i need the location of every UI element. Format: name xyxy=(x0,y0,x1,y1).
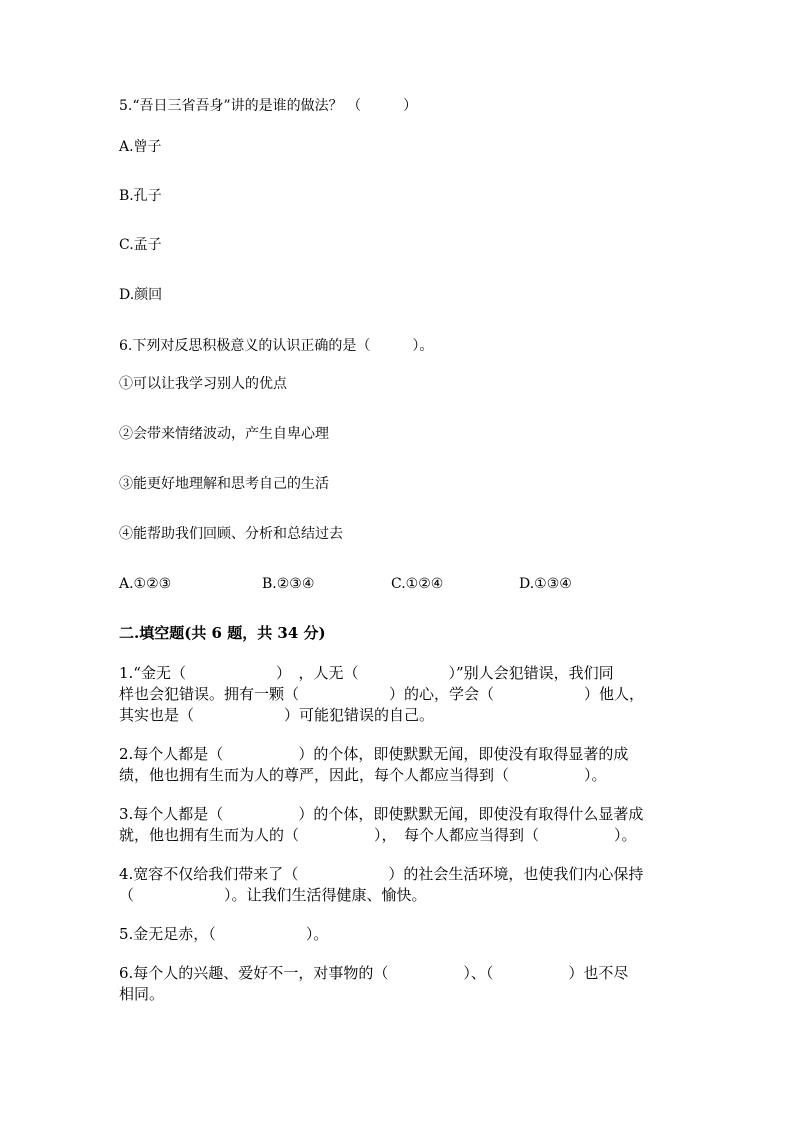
question-6-option-c: C.①②④ xyxy=(391,576,444,592)
question-6-item-1: ①可以让我学习别人的优点 xyxy=(119,376,287,392)
question-5-option-b: B.孔子 xyxy=(119,188,162,204)
fill-item-2-line-2: 绩，他也拥有生而为人的尊严，因此，每个人都应当得到（ ）。 xyxy=(119,766,607,784)
fill-item-1-line-1: 1.“金无（ ） ，人无（ ）”别人会犯错误，我们同 xyxy=(119,664,614,682)
section-heading: 二.填空题(共 6 题，共 34 分) xyxy=(119,624,326,642)
question-5-option-d: D.颜回 xyxy=(119,287,163,303)
question-6-stem: 6.下列对反思积极意义的认识正确的是（ ）。 xyxy=(119,338,434,354)
fill-item-3-line-1: 3.每个人都是（ ）的个体，即使默默无闻，即使没有取得什么显著成 xyxy=(119,805,644,823)
question-5-option-c: C.孟子 xyxy=(119,237,162,253)
fill-item-3-line-2: 就，他也拥有生而为人的（ ）， 每个人都应当得到（ ）。 xyxy=(119,826,637,844)
fill-item-6-line-2: 相同。 xyxy=(119,985,165,1003)
question-6-item-3: ③能更好地理解和思考自己的生活 xyxy=(119,476,329,492)
question-6-option-d: D.①③④ xyxy=(519,576,572,592)
question-5-option-a: A.曾子 xyxy=(119,139,162,155)
fill-item-4-line-2: （ ）。让我们生活得健康、愉快。 xyxy=(119,886,427,904)
question-5-stem: 5.“吾日三省吾身”讲的是谁的做法？ （ ） xyxy=(119,98,418,114)
fill-item-1-line-2: 样也会犯错误。拥有一颗（ ）的心，学会（ ）他人， xyxy=(119,685,645,703)
question-6-item-2: ②会带来情绪波动，产生自卑心理 xyxy=(119,426,329,442)
question-6-option-b: B.②③④ xyxy=(262,576,315,592)
question-6-option-a: A.①②③ xyxy=(119,576,172,592)
fill-item-5-line-1: 5.金无足赤，（ ）。 xyxy=(119,925,329,943)
fill-item-6-line-1: 6.每个人的兴趣、爱好不一，对事物的（ ）、（ ）也不尽 xyxy=(119,964,629,982)
fill-item-2-line-1: 2.每个人都是（ ）的个体，即使默默无闻，即使没有取得显著的成 xyxy=(119,745,629,763)
fill-item-1-line-3: 其实也是（ ）可能犯错误的自己。 xyxy=(119,706,435,724)
fill-item-4-line-1: 4.宽容不仅给我们带来了（ ）的社会生活环境，也使我们内心保持 xyxy=(119,865,644,883)
question-6-item-4: ④能帮助我们回顾、分析和总结过去 xyxy=(119,526,343,542)
